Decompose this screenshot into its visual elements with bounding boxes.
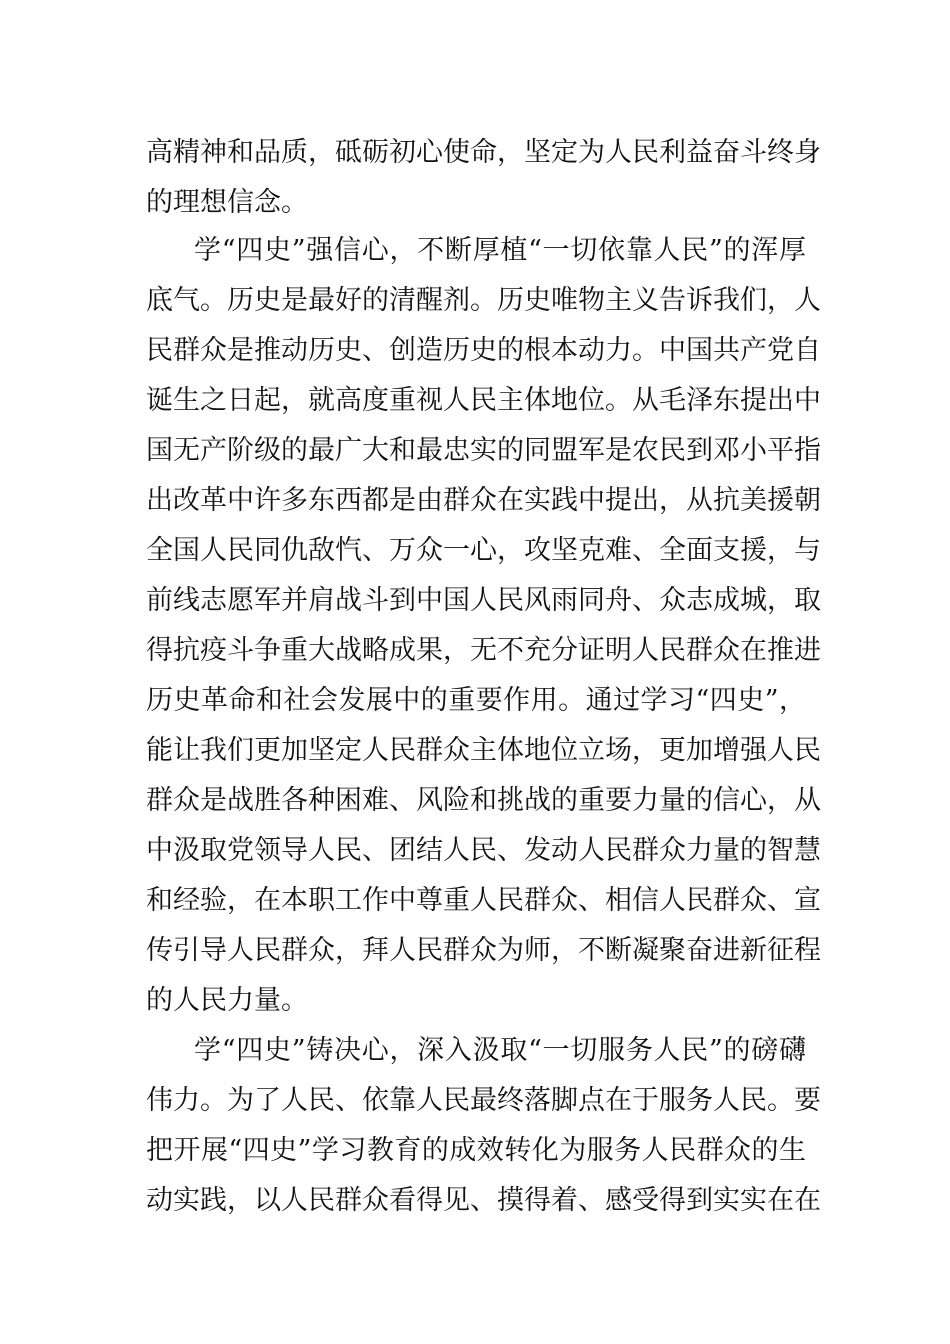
text-line: 传引导人民群众，拜人民群众为师，不断凝聚奋进新征程: [146, 935, 821, 966]
text-line: 和经验，在本职工作中尊重人民群众、相信人民群众、宣: [146, 885, 821, 916]
text-line: 底气。历史是最好的清醒剂。历史唯物主义告诉我们，人: [146, 285, 821, 316]
text-line: 出改革中许多东西都是由群众在实践中提出，从抗美援朝: [146, 485, 821, 516]
text-line: 国无产阶级的最广大和最忠实的同盟军是农民到邓小平指: [146, 435, 821, 466]
text-line: 伟力。为了人民、依靠人民最终落脚点在于服务人民。要: [146, 1085, 821, 1116]
text-line: 中汲取党领导人民、团结人民、发动人民群众力量的智慧: [146, 835, 821, 866]
text-line: 得抗疫斗争重大战略成果，无不充分证明人民群众在推进: [146, 635, 821, 666]
text-line: 全国人民同仇敌忾、万众一心，攻坚克难、全面支援，与: [146, 535, 821, 566]
text-line: 群众是战胜各种困难、风险和挑战的重要力量的信心，从: [146, 785, 821, 816]
text-line: 动实践，以人民群众看得见、摸得着、感受得到实实在在: [146, 1185, 821, 1216]
text-line: 诞生之日起，就高度重视人民主体地位。从毛泽东提出中: [146, 385, 821, 416]
text-line: 的人民力量。: [146, 985, 308, 1016]
text-line: 高精神和品质，砥砺初心使命，坚定为人民利益奋斗终身: [146, 137, 821, 168]
text-line: 历史革命和社会发展中的重要作用。通过学习“四史”，: [146, 685, 806, 716]
paragraph-first-line: 学“四史”铸决心，深入汲取“一切服务人民”的磅礴: [194, 1035, 806, 1066]
text-line: 的理想信念。: [146, 187, 308, 218]
text-line: 前线志愿军并肩战斗到中国人民风雨同舟、众志成城，取: [146, 585, 821, 616]
text-line: 把开展“四史”学习教育的成效转化为服务人民群众的生: [146, 1135, 806, 1166]
paragraph-first-line: 学“四史”强信心，不断厚植“一切依靠人民”的浑厚: [194, 235, 806, 266]
text-line: 能让我们更加坚定人民群众主体地位立场，更加增强人民: [146, 735, 821, 766]
text-line: 民群众是推动历史、创造历史的根本动力。中国共产党自: [146, 335, 821, 366]
